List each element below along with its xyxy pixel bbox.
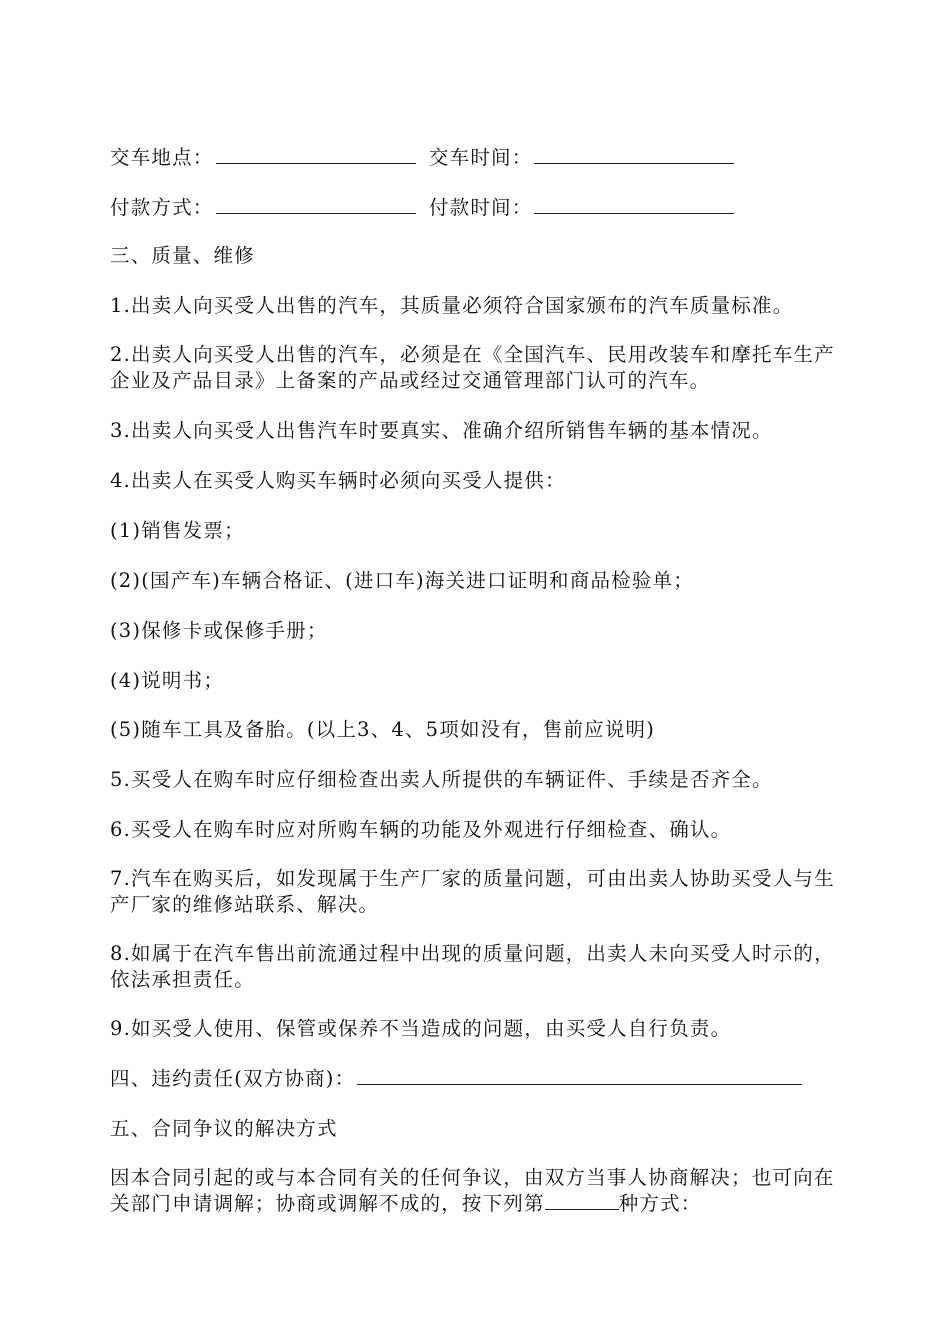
payment-method-label: 付款方式： [110, 196, 214, 219]
payment-method-blank[interactable] [216, 195, 416, 214]
liability-blank[interactable] [357, 1066, 802, 1085]
section5-paragraph [110, 1165, 840, 1217]
delivery-row [110, 145, 740, 171]
section5-text-after: 种方式： [618, 1192, 702, 1215]
section4-row [110, 1066, 808, 1092]
clause-6: 6.买受人在购车时应对所购车辆的功能及外观进行仔细检查、确认。 [110, 818, 732, 841]
section4-heading: 四、违约责任(双方协商)： [110, 1067, 356, 1090]
clause-7: 7.汽车在购买后，如发现属于生产厂家的质量问题，可由出卖人协助买受人与生产厂家的维修站联系、解决。 [110, 867, 835, 916]
section3-heading: 三、质量、维修 [110, 244, 255, 267]
payment-time-label: 付款时间： [428, 196, 533, 219]
payment-row [110, 195, 740, 221]
clause-4-item-4: (4)说明书； [110, 669, 225, 692]
clause-5: 5.买受人在购车时应仔细检查出卖人所提供的车辆证件、手续是否齐全。 [110, 768, 773, 791]
section5-text-before: 因本合同引起的或与本合同有关的任何争议，由双方当事人协商解决；也可向在关部门申请调解；协商或调解不成的，按下列第 [110, 1166, 835, 1215]
clause-4-item-3: (3)保修卡或保修手册； [110, 619, 328, 642]
clause-4-item-5: (5)随车工具及备胎。(以上3、4、5项如没有，售前应说明) [110, 718, 656, 741]
clause-2: 2.出卖人向买受人出售的汽车，必须是在《全国汽车、民用改装车和摩托车生产企业及产品目录》上备案的产品或经过交通管理部门认可的汽车。 [110, 343, 835, 392]
clause-4: 4.出卖人在买受人购买车辆时必须向买受人提供： [110, 469, 566, 492]
delivery-place-label: 交车地点： [110, 146, 214, 169]
clause-4-item-1: (1)销售发票； [110, 519, 245, 542]
section5-heading: 五、合同争议的解决方式 [110, 1117, 338, 1140]
delivery-time-blank[interactable] [534, 145, 734, 164]
delivery-place-blank[interactable] [216, 145, 416, 164]
clause-9: 9.如买受人使用、保管或保养不当造成的问题，由买受人自行负责。 [110, 1017, 732, 1040]
clause-4-item-2: (2)(国产车)车辆合格证、(进口车)海关进口证明和商品检验单； [110, 569, 694, 592]
delivery-time-label: 交车时间： [428, 146, 533, 169]
method-number-blank[interactable] [545, 1191, 619, 1210]
payment-time-blank[interactable] [534, 195, 734, 214]
clause-3: 3.出卖人向买受人出售汽车时要真实、准确介绍所销售车辆的基本情况。 [110, 419, 773, 442]
clause-8: 8.如属于在汽车售出前流通过程中出现的质量问题，出卖人未向买受人时示的，依法承担责任。 [110, 942, 835, 991]
clause-1: 1.出卖人向买受人出售的汽车，其质量必须符合国家颁布的汽车质量标准。 [110, 294, 794, 317]
